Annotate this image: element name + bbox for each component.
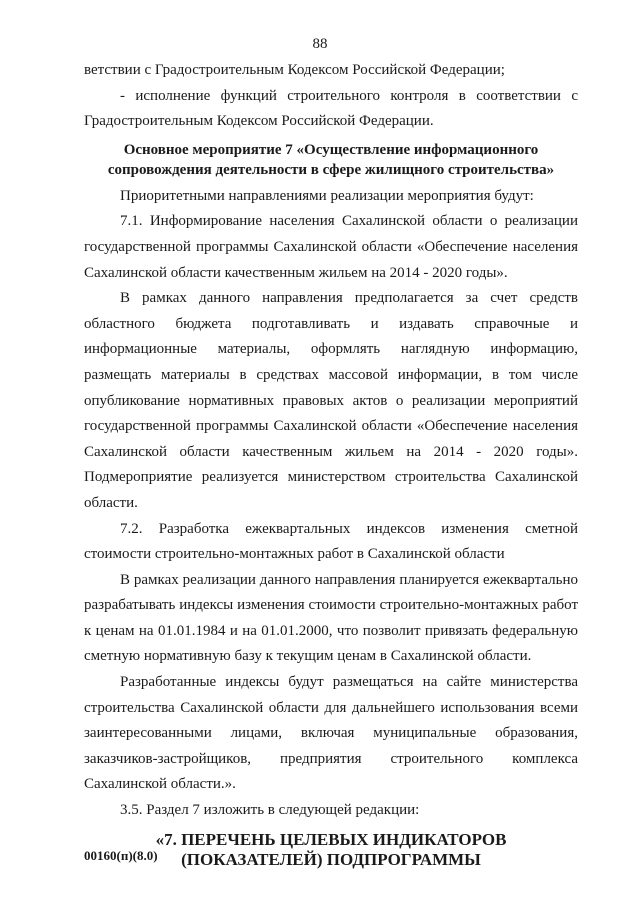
section-7-title: «7. ПЕРЕЧЕНЬ ЦЕЛЕВЫХ ИНДИКАТОРОВ (ПОКАЗАТЕЛЕЙ) ПОДПРОГРАММЫ xyxy=(155,829,507,869)
paragraph-7-1: 7.1. Информирование населения Сахалинской области о реализации государственной программы Сахалинской области «Обеспечение населения Сахалинской области качественным жильем на 2014 - 2020 годы». xyxy=(84,213,578,281)
paragraph-construction-control: - исполнение функций строительного контроля в соответствии с Градостроительным Кодексом Российской Федерации. xyxy=(84,87,578,130)
page-number: 88 xyxy=(312,36,328,52)
paragraph-priorities: Приоритетными направлениями реализации мероприятия будут: xyxy=(120,187,534,204)
document-code: 00160(п)(8.0) xyxy=(84,848,158,863)
paragraph-indices-publication: Разработанные индексы будут размещаться на сайте министерства строительства Сахалинской области для дальнейшего использования всеми заинтересованными лицами, включая муниципальные образования, заказчиков-застройщиков, предприятия строительного комплекса Сахалинской области.». xyxy=(84,674,578,793)
paragraph-continuation: ветствии с Градостроительным Кодексом Российской Федерации; xyxy=(84,62,505,78)
paragraph-7-2: 7.2. Разработка ежеквартальных индексов изменения сметной стоимости строительно-монтажных работ в Сахалинской области xyxy=(84,520,578,563)
paragraph-7-1-details: В рамках данного направления предполагается за счет средств областного бюджета подготавливать и издавать справочные и информационные материалы, оформлять наглядную информацию, размещать материалы в средствах массовой информации, в том числе опубликование нормативных правовых актов о реализации мероприятий государственной программы Сахалинской области «Обеспечение населения Сахалинской области качественным жильем на 2014 - 2020 годы». Подмероприятие реализуется министерством строительства Сахалинской области. xyxy=(84,290,578,511)
paragraph-7-2-details: В рамках реализации данного направления планируется ежеквартально разрабатывать индексы изменения стоимости строительно-монтажных работ к ценам на 01.01.1984 и на 01.01.2000, что позволит привязать федеральную сметную нормативную базу к текущим ценам в Сахалинской области. xyxy=(84,571,578,665)
measure-7-heading: Основное мероприятие 7 «Осуществление информационного сопровождения деятельности в сфере жилищного строительства» xyxy=(107,141,555,178)
document-body xyxy=(84,58,578,870)
paragraph-3-5: 3.5. Раздел 7 изложить в следующей редакции: xyxy=(120,802,420,819)
